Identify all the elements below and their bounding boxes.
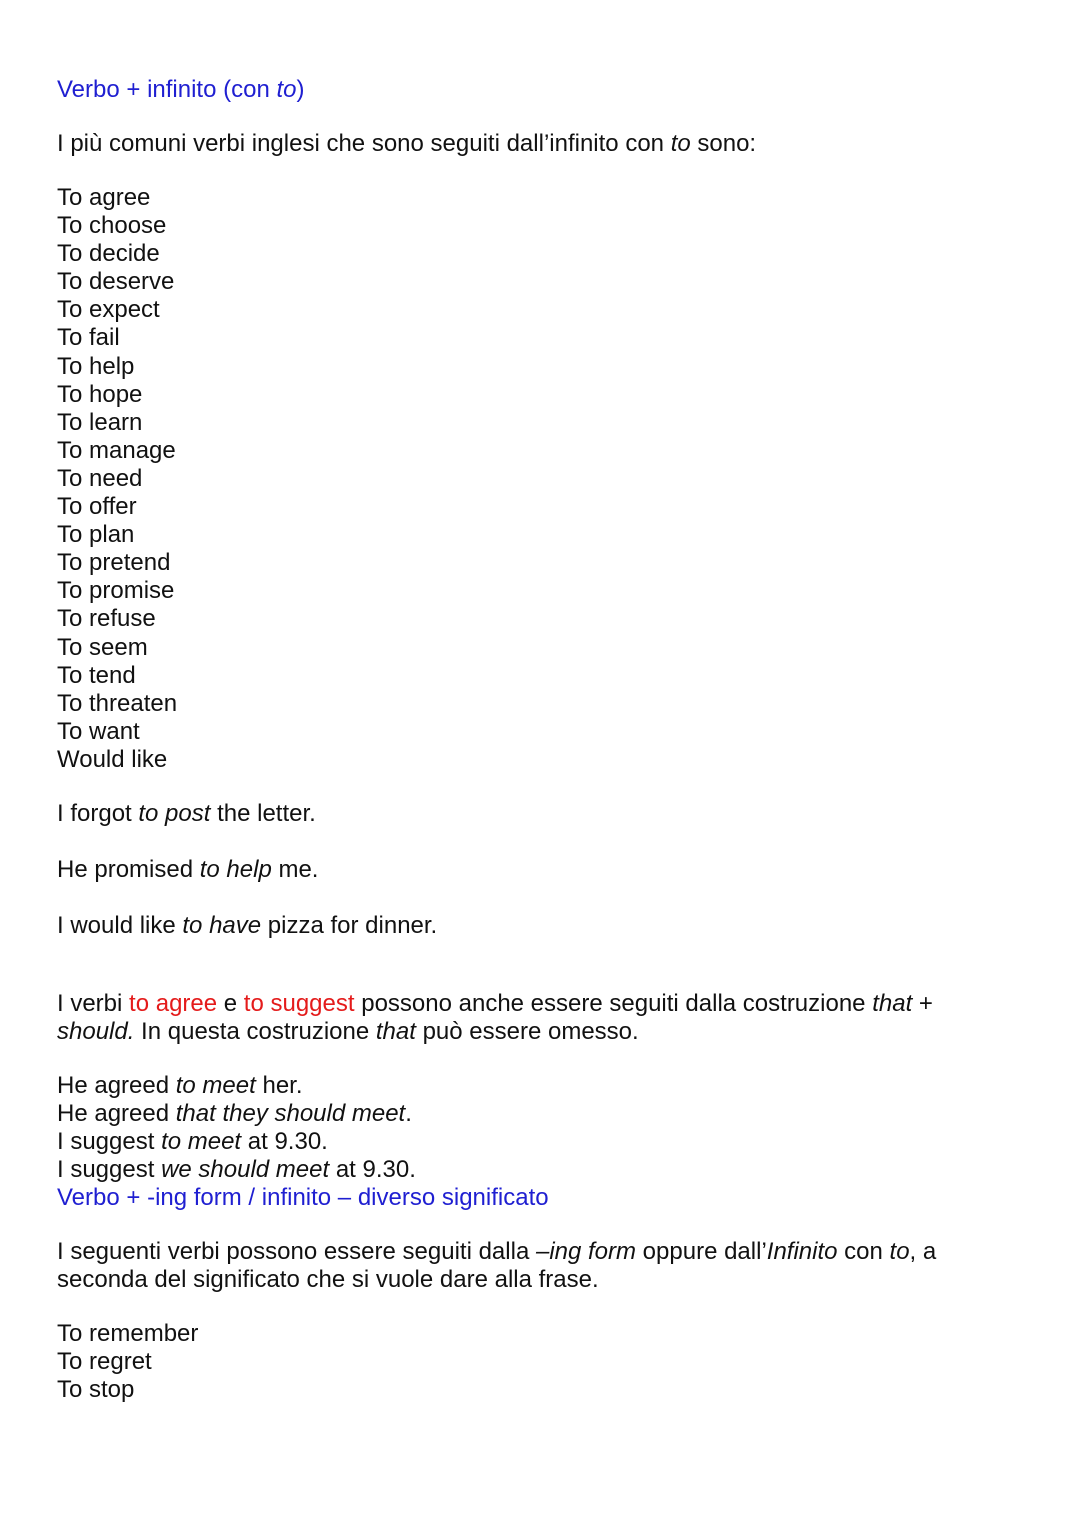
note-italic: that xyxy=(872,989,913,1017)
intro-text: I seguenti verbi possono essere seguiti dalla xyxy=(57,1237,536,1265)
intro-text: oppure dall’ xyxy=(636,1237,767,1265)
example-italic: we should meet xyxy=(161,1155,330,1183)
verb-item: To regret xyxy=(57,1348,152,1376)
verb-item: To deserve xyxy=(57,268,175,296)
example-text: I would like xyxy=(57,911,183,939)
document-content xyxy=(57,76,1017,1404)
example-text: I forgot xyxy=(57,799,139,827)
example-sentence xyxy=(57,1128,1017,1156)
heading-italic: to xyxy=(276,76,297,103)
example-text: He agreed xyxy=(57,1099,176,1127)
verb-item: To learn xyxy=(57,408,143,436)
verb-item: To fail xyxy=(57,324,120,352)
note-text: può essere omesso. xyxy=(415,1017,639,1045)
example-sentence xyxy=(57,1072,1017,1100)
verb-list-2 xyxy=(57,1320,1017,1404)
verb-list xyxy=(57,184,1017,774)
verb-item: To stop xyxy=(57,1376,135,1404)
intro-italic: –ing form xyxy=(535,1237,637,1265)
verb-item: Would like xyxy=(57,745,168,773)
example-text: at 9.30. xyxy=(241,1127,328,1155)
verb-item: To plan xyxy=(57,521,135,549)
verb-item: To choose xyxy=(57,212,167,240)
example-italic: that they should meet xyxy=(175,1099,406,1127)
example-text: He agreed xyxy=(57,1071,176,1099)
example-italic: to meet xyxy=(175,1071,256,1099)
intro-text-b: sono: xyxy=(690,130,757,157)
verb-item: To pretend xyxy=(57,549,171,577)
verb-item: To refuse xyxy=(57,605,156,633)
verb-item: To decide xyxy=(57,240,160,268)
example-italic: to post xyxy=(138,799,211,827)
note-italic: should. xyxy=(57,1017,135,1045)
verb-item: To want xyxy=(57,717,140,745)
example-italic: to have xyxy=(182,911,262,939)
examples-block xyxy=(57,1072,1017,1212)
verb-item: To help xyxy=(57,352,135,380)
example-sentence xyxy=(57,912,1017,940)
example-text: me. xyxy=(271,855,319,883)
example-text: He promised xyxy=(57,855,200,883)
intro-text: con xyxy=(837,1237,890,1265)
section2-intro xyxy=(57,1238,1017,1294)
verb-item: To promise xyxy=(57,577,175,605)
example-text: . xyxy=(405,1099,412,1127)
example-italic: to help xyxy=(199,855,272,883)
verb-item: To need xyxy=(57,464,143,492)
section-heading-ing-form: Verbo + -ing form / infinito – diverso significato xyxy=(57,1183,549,1211)
example-text: her. xyxy=(255,1071,303,1099)
example-sentence xyxy=(57,1100,1017,1128)
verb-item: To manage xyxy=(57,436,176,464)
example-text: I suggest xyxy=(57,1155,162,1183)
highlight-verb: to suggest xyxy=(243,989,355,1017)
verb-item: To offer xyxy=(57,493,137,521)
intro-italic: Infinito xyxy=(766,1237,838,1265)
example-sentence xyxy=(57,856,1017,884)
intro-italic: to xyxy=(889,1237,910,1265)
verb-item: To threaten xyxy=(57,689,178,717)
verb-item: To hope xyxy=(57,380,143,408)
example-text: I suggest xyxy=(57,1127,162,1155)
note-text: In questa costruzione xyxy=(134,1017,376,1045)
verb-item: To expect xyxy=(57,296,160,324)
example-sentence xyxy=(57,800,1017,828)
example-sentence xyxy=(57,1156,1017,1184)
note-text: possono anche essere seguiti dalla costruzione xyxy=(354,989,873,1017)
intro-paragraph xyxy=(57,130,1017,158)
example-text: at 9.30. xyxy=(329,1155,416,1183)
section-heading-infinitive xyxy=(57,76,1017,104)
example-text: pizza for dinner. xyxy=(261,911,438,939)
intro-text-a: I più comuni verbi inglesi che sono seguiti dall’infinito con xyxy=(57,130,671,157)
highlight-verb: to agree xyxy=(129,989,218,1017)
verb-item: To tend xyxy=(57,661,136,689)
verb-item: To seem xyxy=(57,633,148,661)
note-paragraph xyxy=(57,990,1017,1046)
note-text: I verbi xyxy=(57,989,130,1017)
example-italic: to meet xyxy=(161,1127,242,1155)
example-text: the letter. xyxy=(210,799,316,827)
intro-text: , a seconda del significato che si vuole dare alla frase. xyxy=(57,1237,937,1293)
verb-item: To agree xyxy=(57,184,151,211)
heading-close: ) xyxy=(296,76,305,103)
note-italic: that xyxy=(375,1017,416,1045)
note-text: + xyxy=(912,989,933,1017)
note-text: e xyxy=(217,989,244,1017)
verb-item: To remember xyxy=(57,1319,199,1347)
intro-italic: to xyxy=(670,130,691,157)
heading-text: Verbo + infinito (con xyxy=(57,76,277,103)
